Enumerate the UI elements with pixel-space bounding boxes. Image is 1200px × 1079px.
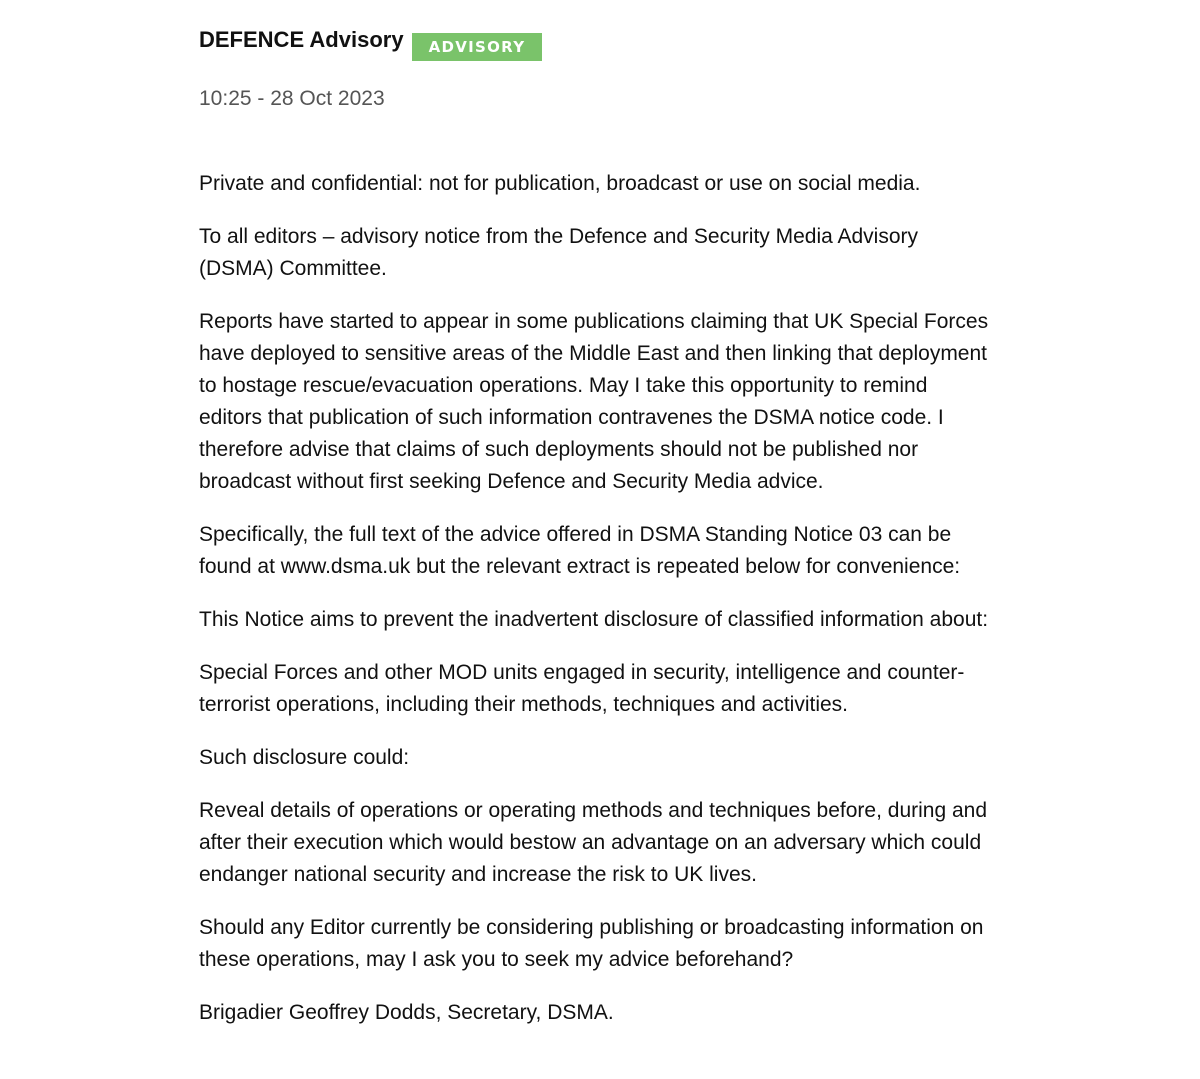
advisory-notice xyxy=(199,26,999,1050)
paragraph-notice-aims: This Notice aims to prevent the inadvertent disclosure of classified information about: xyxy=(199,608,989,631)
paragraph-special-forces: Special Forces and other MOD units engaged in security, intelligence and counter-terrorist operations, including their methods, techniques and activities. xyxy=(199,661,965,716)
page-title: DEFENCE Advisory xyxy=(199,27,404,52)
paragraph-confidential: Private and confidential: not for publication, broadcast or use on social media. xyxy=(199,172,921,195)
paragraph-addressee: To all editors – advisory notice from the Defence and Security Media Advisory (DSMA) Committee. xyxy=(199,225,919,280)
paragraph-disclosure: Such disclosure could: xyxy=(199,746,410,769)
paragraph-reveal-details: Reveal details of operations or operating methods and techniques before, during and after their execution which would bestow an advantage on an adversary which could endanger national security and increase the risk to UK lives. xyxy=(199,799,988,886)
paragraph-request-advice: Should any Editor currently be considering publishing or broadcasting information on these operations, may I ask you to seek my advice beforehand? xyxy=(199,916,984,971)
notice-body xyxy=(199,168,999,1029)
paragraph-standing-notice: Specifically, the full text of the advice offered in DSMA Standing Notice 03 can be found at www.dsma.uk but the relevant extract is repeated below for convenience: xyxy=(199,523,961,578)
signature-line: Brigadier Geoffrey Dodds, Secretary, DSMA. xyxy=(199,1001,614,1024)
paragraph-reports: Reports have started to appear in some publications claiming that UK Special Forces have deployed to sensitive areas of the Middle East and then linking that deployment to hostage rescue/evacuation operations. May I take this opportunity to remind editors that publication of such information contravenes the DSMA notice code. I therefore advise that claims of such deployments should not be published nor broadcast without first seeking Defence and Security Media advice. xyxy=(199,310,989,493)
advisory-badge: ADVISORY xyxy=(412,33,543,61)
notice-header xyxy=(199,26,999,66)
timestamp: 10:25 - 28 Oct 2023 xyxy=(199,87,385,110)
